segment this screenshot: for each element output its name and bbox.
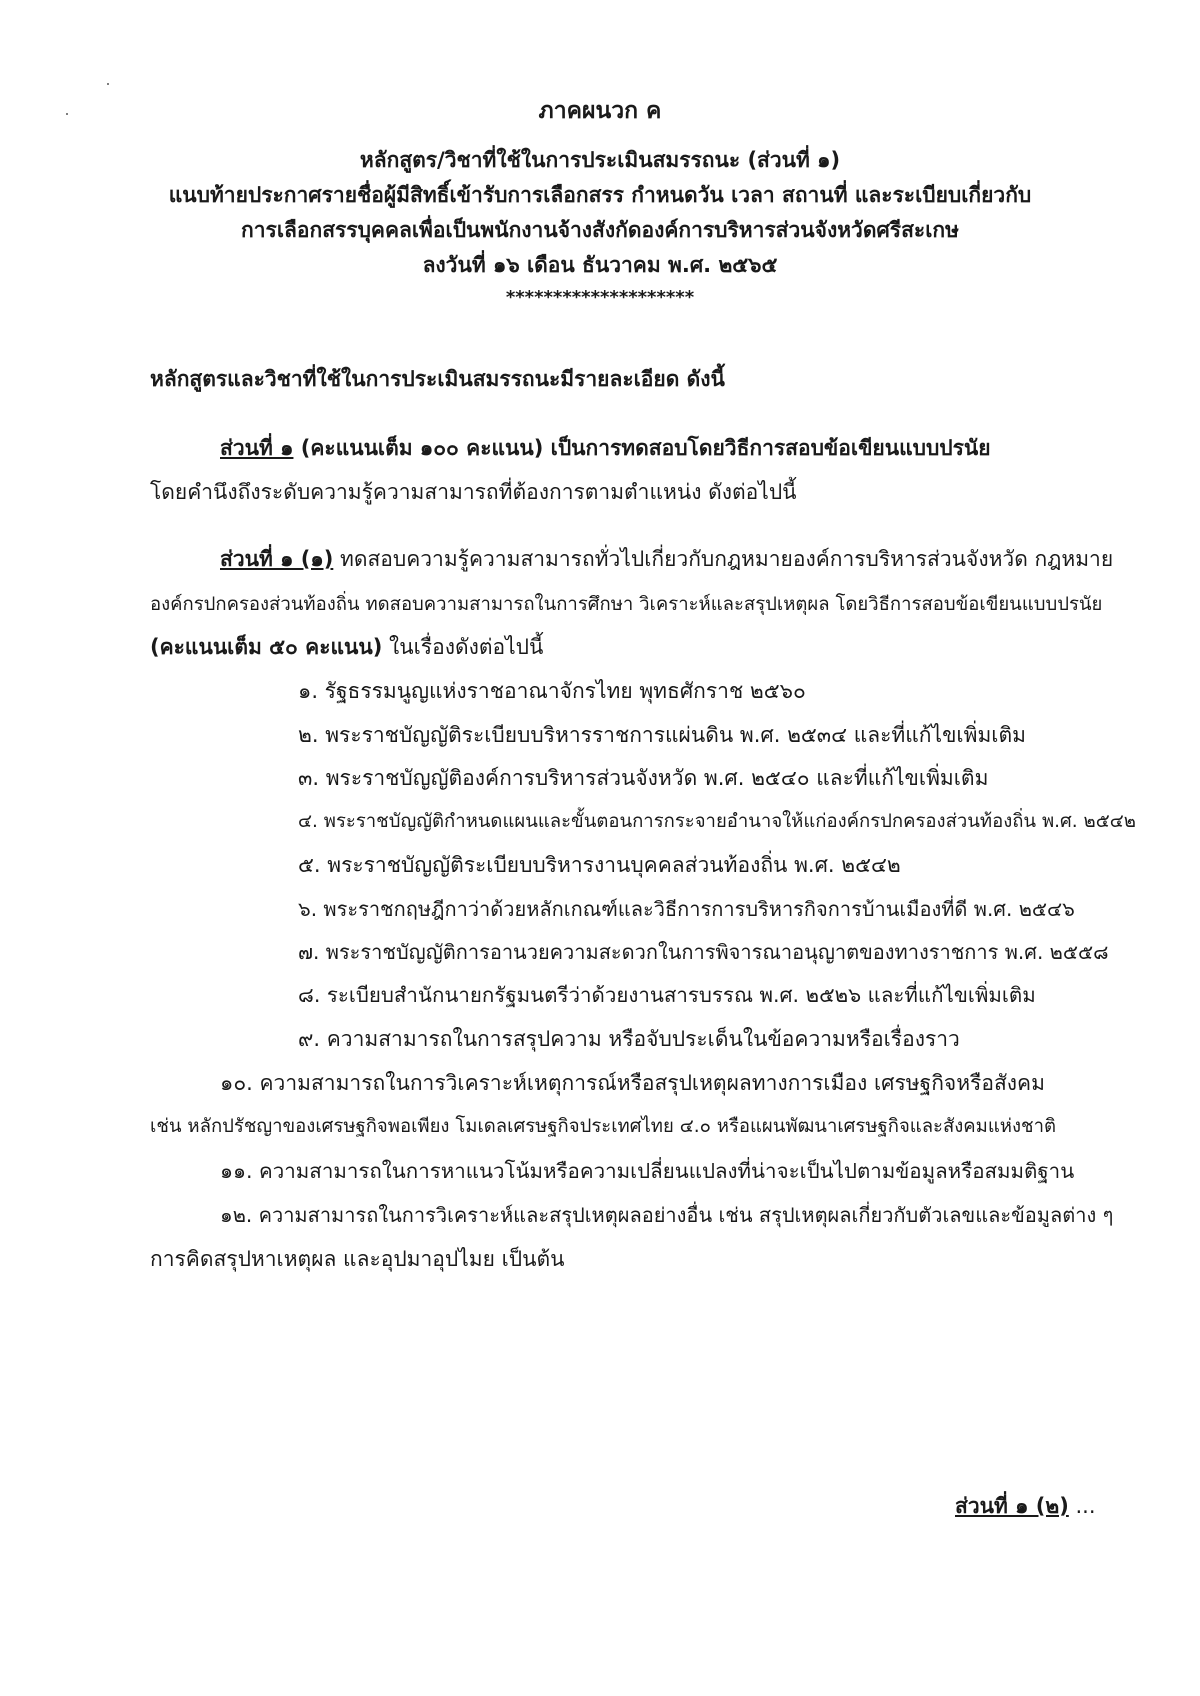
header-date: ลงวันที่ ๑๖ เดือน ธันวาคม พ.ศ. ๒๕๖๕ [422, 253, 778, 277]
part1-1-suffix: ในเรื่องดังต่อไปนี้ [382, 635, 544, 659]
header-line-1: หลักสูตร/วิชาที่ใช้ในการประเมินสมรรถนะ (ส่วนที่ ๑) [359, 148, 841, 172]
list-item: ๔. พระราชบัญญัติกำหนดแผนและขั้นตอนการกระจายอำนาจให้แก่องค์กรปกครองส่วนท้องถิ่น พ.ศ. ๒๕๔๒ [298, 811, 1136, 832]
continuation-label: ส่วนที่ ๑ (๒) [955, 1494, 1069, 1518]
part1-1-line-1 [220, 544, 1113, 574]
list-item-12-line-1: ๑๒. ความสามารถในการวิเคราะห์และสรุปเหตุผลอย่างอื่น เช่น สรุปเหตุผลเกี่ยวกับตัวเลขและข้อมูลต่าง ๆ [220, 1203, 1114, 1227]
list-item: ๓. พระราชบัญญัติองค์การบริหารส่วนจังหวัด พ.ศ. ๒๕๔๐ และที่แก้ไขเพิ่มเติม [298, 766, 989, 790]
appendix-title: ภาคผนวก ค [538, 98, 662, 124]
scan-speck [107, 83, 109, 85]
intro-heading: หลักสูตรและวิชาที่ใช้ในการประเมินสมรรถนะมีรายละเอียด ดังนี้ [150, 367, 725, 391]
list-item: ๒. พระราชบัญญัติระเบียบบริหารราชการแผ่นดิน พ.ศ. ๒๕๓๔ และที่แก้ไขเพิ่มเติม [298, 723, 1026, 747]
part1-label: ส่วนที่ ๑ [220, 436, 294, 460]
part1-1-score: (คะแนนเต็ม ๕๐ คะแนน) [150, 635, 383, 659]
list-item: ๘. ระเบียบสำนักนายกรัฐมนตรีว่าด้วยงานสารบรรณ พ.ศ. ๒๕๒๖ และที่แก้ไขเพิ่มเติม [298, 983, 1036, 1007]
continuation-marker [955, 1491, 1096, 1521]
list-item: ๖. พระราชกฤษฎีกาว่าด้วยหลักเกณฑ์และวิธีการการบริหารกิจการบ้านเมืองที่ดี พ.ศ. ๒๕๔๖ [298, 897, 1075, 921]
list-item-11: ๑๑. ความสามารถในการหาแนวโน้มหรือความเปลี่ยนแปลงที่น่าจะเป็นไปตามข้อมูลหรือสมมติฐาน [220, 1159, 1075, 1183]
part1-text: (คะแนนเต็ม ๑๐๐ คะแนน) เป็นการทดสอบโดยวิธีการสอบข้อเขียนแบบปรนัย [293, 436, 991, 460]
part1-line-1 [220, 433, 991, 463]
list-item: ๑. รัฐธรรมนูญแห่งราชอาณาจักรไทย พุทธศักราช ๒๕๖๐ [298, 679, 806, 703]
part1-line-2: โดยคำนึงถึงระดับความรู้ความสามารถที่ต้องการตามตำแหน่ง ดังต่อไปนี้ [150, 480, 797, 504]
part1-1-line-2: องค์กรปกครองส่วนท้องถิ่น ทดสอบความสามารถในการศึกษา วิเคราะห์และสรุปเหตุผล โดยวิธีการสอบข้อเขียนแบบปรนัย [150, 594, 1103, 615]
part1-1-label: ส่วนที่ ๑ (๑) [220, 547, 334, 571]
header-line-3: การเลือกสรรบุคคลเพื่อเป็นพนักงานจ้างสังกัดองค์การบริหารส่วนจังหวัดศรีสะเกษ [241, 218, 959, 242]
list-item: ๙. ความสามารถในการสรุปความ หรือจับประเด็นในข้อความหรือเรื่องราว [298, 1027, 960, 1051]
list-item-10-line-2: เช่น หลักปรัชญาของเศรษฐกิจพอเพียง โมเดลเศรษฐกิจประเทศไทย ๔.๐ หรือแผนพัฒนาเศรษฐกิจและสังคมแห่งชาติ [150, 1116, 1056, 1137]
part1-1-line-3 [150, 632, 543, 662]
part1-1-text: ทดสอบความรู้ความสามารถทั่วไปเกี่ยวกับกฎหมายองค์การบริหารส่วนจังหวัด กฎหมาย [333, 547, 1114, 571]
list-item-12-line-2: การคิดสรุปหาเหตุผล และอุปมาอุปไมย เป็นต้น [150, 1247, 565, 1271]
list-item: ๕. พระราชบัญญัติระเบียบบริหารงานบุคคลส่วนท้องถิ่น พ.ศ. ๒๕๔๒ [298, 853, 901, 877]
continuation-ellipsis: ... [1068, 1494, 1096, 1518]
header-stars: ******************** [505, 287, 695, 308]
header-line-2: แนบท้ายประกาศรายชื่อผู้มีสิทธิ์เข้ารับการเลือกสรร กำหนดวัน เวลา สถานที่ และระเบียบเกี่ยวกับ [168, 183, 1032, 207]
list-item-10-line-1: ๑๐. ความสามารถในการวิเคราะห์เหตุการณ์หรือสรุปเหตุผลทางการเมือง เศรษฐกิจหรือสังคม [220, 1071, 1045, 1095]
list-item: ๗. พระราชบัญญัติการอานวยความสะดวกในการพิจารณาอนุญาตของทางราชการ พ.ศ. ๒๕๕๘ [298, 940, 1109, 964]
